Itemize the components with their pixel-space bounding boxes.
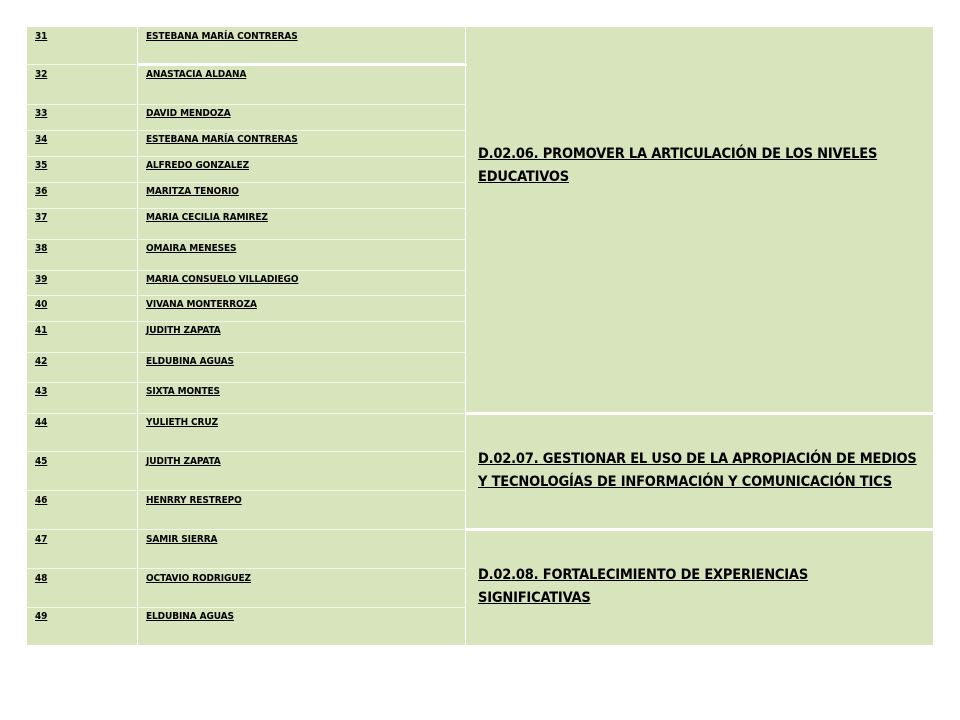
outcome-description-cell — [466, 27, 933, 413]
person-name-cell — [137, 239, 465, 270]
row-number-link[interactable]: 32 — [35, 69, 48, 80]
person-name-cell — [137, 104, 465, 130]
row-divider — [27, 208, 465, 209]
row-number-cell — [27, 156, 137, 182]
row-divider — [27, 413, 465, 414]
row-divider — [27, 451, 465, 452]
row-divider — [27, 239, 465, 240]
row-number-link[interactable]: 35 — [35, 160, 48, 171]
row-number-link[interactable]: 45 — [35, 456, 48, 467]
row-separator — [137, 63, 467, 66]
row-number-link[interactable]: 48 — [35, 573, 48, 584]
row-number-link[interactable]: 47 — [35, 534, 48, 545]
row-number-cell — [27, 64, 137, 104]
row-number-cell — [27, 451, 137, 490]
row-number-link[interactable]: 34 — [35, 134, 48, 145]
row-number-cell — [27, 27, 137, 64]
row-number-cell — [27, 182, 137, 208]
outcome-title[interactable]: D.02.08. FORTALECIMIENTO DE EXPERIENCIAS SIGNIFICATIVAS — [478, 567, 809, 606]
row-number-cell — [27, 607, 137, 645]
person-name-link[interactable]: MARITZA TENORIO — [146, 186, 239, 197]
person-name-link[interactable]: ESTEBANA MARÍA CONTRERAS — [146, 31, 298, 42]
row-divider — [27, 130, 465, 131]
row-number-cell — [27, 321, 137, 352]
person-name-link[interactable]: OMAIRA MENESES — [146, 243, 237, 254]
person-name-link[interactable]: ESTEBANA MARÍA CONTRERAS — [146, 134, 298, 145]
row-divider — [27, 321, 465, 322]
person-name-link[interactable]: DAVID MENDOZA — [146, 108, 231, 119]
person-name-link[interactable]: YULIETH CRUZ — [146, 417, 218, 428]
row-number-cell — [27, 295, 137, 321]
outcome-title[interactable]: D.02.06. PROMOVER LA ARTICULACIÓN DE LOS NIVELES EDUCATIVOS — [478, 146, 878, 185]
person-name-cell — [137, 451, 465, 490]
person-name-cell — [137, 182, 465, 208]
row-divider — [27, 382, 465, 383]
group-separator — [465, 528, 933, 531]
person-name-cell — [137, 607, 465, 645]
row-divider — [27, 182, 465, 183]
outcome-title[interactable]: D.02.07. GESTIONAR EL USO DE LA APROPIACIÓN DE MEDIOS Y TECNOLOGÍAS DE INFORMACIÓN Y COMUNICACIÓN TICS — [478, 451, 917, 490]
person-name-link[interactable]: JUDITH ZAPATA — [146, 456, 221, 467]
column-divider — [137, 27, 138, 645]
row-number-link[interactable]: 39 — [35, 274, 48, 285]
person-name-cell — [137, 295, 465, 321]
row-number-cell — [27, 130, 137, 156]
row-number-cell — [27, 529, 137, 568]
outcome-description-cell — [466, 529, 933, 645]
person-name-cell — [137, 352, 465, 382]
outcome-description-cell — [466, 413, 933, 529]
person-name-cell — [137, 529, 465, 568]
row-number-link[interactable]: 42 — [35, 356, 48, 367]
person-name-cell — [137, 270, 465, 295]
row-divider — [27, 295, 465, 296]
row-number-link[interactable]: 49 — [35, 611, 48, 622]
row-number-cell — [27, 490, 137, 529]
row-number-link[interactable]: 40 — [35, 299, 48, 310]
person-name-link[interactable]: SAMIR SIERRA — [146, 534, 218, 545]
person-name-cell — [137, 490, 465, 529]
row-divider — [27, 490, 465, 491]
row-divider — [27, 529, 465, 530]
row-number-link[interactable]: 46 — [35, 495, 48, 506]
person-name-cell — [137, 27, 465, 64]
person-name-cell — [137, 156, 465, 182]
row-number-link[interactable]: 43 — [35, 386, 48, 397]
person-name-cell — [137, 130, 465, 156]
person-name-cell — [137, 321, 465, 352]
row-number-cell — [27, 239, 137, 270]
row-divider — [27, 104, 465, 105]
person-name-link[interactable]: ANASTACIA ALDANA — [146, 69, 247, 80]
row-divider — [27, 352, 465, 353]
row-number-cell — [27, 413, 137, 451]
person-name-link[interactable]: VIVANA MONTERROZA — [146, 299, 257, 310]
row-number-cell — [27, 270, 137, 295]
person-name-link[interactable]: ELDUBINA AGUAS — [146, 611, 234, 622]
row-number-cell — [27, 352, 137, 382]
row-divider — [27, 270, 465, 271]
row-number-link[interactable]: 33 — [35, 108, 48, 119]
row-number-link[interactable]: 31 — [35, 31, 48, 42]
person-name-link[interactable]: MARIA CECILIA RAMIREZ — [146, 212, 268, 223]
row-number-cell — [27, 104, 137, 130]
row-number-link[interactable]: 41 — [35, 325, 48, 336]
person-name-cell — [137, 64, 465, 104]
person-name-cell — [137, 568, 465, 607]
row-number-cell — [27, 208, 137, 239]
row-number-cell — [27, 568, 137, 607]
person-name-link[interactable]: SIXTA MONTES — [146, 386, 220, 397]
person-name-link[interactable]: MARIA CONSUELO VILLADIEGO — [146, 274, 299, 285]
row-number-link[interactable]: 38 — [35, 243, 48, 254]
person-name-link[interactable]: JUDITH ZAPATA — [146, 325, 221, 336]
person-name-link[interactable]: ELDUBINA AGUAS — [146, 356, 234, 367]
person-name-cell — [137, 382, 465, 413]
row-divider — [27, 568, 465, 569]
row-number-link[interactable]: 36 — [35, 186, 48, 197]
row-number-link[interactable]: 37 — [35, 212, 48, 223]
person-name-link[interactable]: HENRRY RESTREPO — [146, 495, 242, 506]
row-divider — [27, 156, 465, 157]
person-name-link[interactable]: OCTAVIO RODRIGUEZ — [146, 573, 251, 584]
person-name-link[interactable]: ALFREDO GONZALEZ — [146, 160, 250, 171]
row-divider — [27, 607, 465, 608]
row-number-cell — [27, 382, 137, 413]
person-name-cell — [137, 413, 465, 451]
row-number-link[interactable]: 44 — [35, 417, 48, 428]
group-separator — [465, 412, 933, 415]
person-name-cell — [137, 208, 465, 239]
